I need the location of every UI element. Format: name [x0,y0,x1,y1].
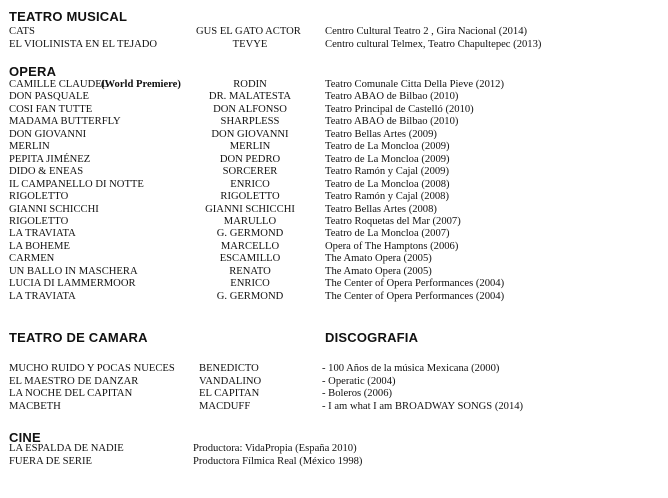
role: DON ALFONSO [213,103,287,115]
work-title: DON PASQUALE [9,91,89,103]
role: DON PEDRO [219,153,281,165]
venue: The Center of Opera Performances (2004) [325,290,505,302]
section-title-discografia: DISCOGRAFIA [325,330,419,345]
opera-row [0,291,668,303]
role: ENRICO [230,278,270,290]
venue: The Center of Opera Performances (2004) [325,278,505,290]
work-title: UN BALLO IN MASCHERA [9,265,138,277]
premiere-note: (World Premiere) [101,79,181,90]
work-title: LA BOHEME [9,240,70,252]
work-title: MADAMA BUTTERFLY [9,116,121,128]
role: G. GERMOND [216,228,284,240]
opera-row [0,104,668,116]
venue: Teatro Bellas Artes (2008) [325,203,437,215]
work-title: COSI FAN TUTTE [9,103,93,115]
work-title: RIGOLETTO [9,191,69,203]
venue: Teatro de La Moncloa (2009) [325,153,450,165]
work-title: LA TRAVIATA [9,290,76,302]
role: MARULLO [223,215,277,227]
work-title: DON GIOVANNI [9,128,87,140]
opera-row [0,179,668,191]
work-title: LA NOCHE DEL CAPITAN [9,388,133,399]
opera-row [0,253,668,265]
opera-row [0,141,668,153]
film-title: LA ESPALDA DE NADIE [9,443,124,454]
discography-item: - I am what I am BROADWAY SONGS (2014) [322,400,524,412]
role: DON GIOVANNI [211,128,289,140]
film-title: FUERA DE SERIE [9,455,92,467]
venue: Teatro Principal de Castelló (2010) [325,103,474,115]
camara-row [0,376,668,388]
opera-row [0,191,668,203]
work-title: PEPITA JIMÉNEZ [9,153,91,165]
producer: Productora: VidaPropia (España 2010) [193,443,357,454]
camara-row [0,388,668,400]
work-title: IL CAMPANELLO DI NOTTE [9,178,144,190]
role: RIGOLETTO [220,191,280,203]
role: MERLIN [229,141,271,153]
role: RENATO [229,265,271,277]
opera-row [0,278,668,290]
work-title: MERLIN [9,141,50,153]
cine-row [0,443,668,455]
venue: Centro cultural Telmex, Teatro Chapultepec (2013) [325,38,542,50]
venue: Teatro ABAO de Bilbao (2010) [325,91,459,103]
role: MARCELLO [220,240,280,252]
discography-item: - Boleros (2006) [322,388,393,399]
role: TEVYE [232,38,268,50]
role: GUS EL GATO ACTOR [196,26,301,37]
venue: Centro Cultural Teatro 2 , Gira Nacional (2014) [325,26,528,37]
work-title: MACBETH [9,400,61,412]
role: SHARPLESS [220,116,280,128]
venue: Opera of The Hamptons (2006) [325,240,459,252]
camara-row [0,363,668,375]
opera-row [0,216,668,228]
discography-item: - Operatic (2004) [322,375,396,387]
role: SORCERER [222,166,278,178]
opera-row [0,154,668,166]
camara-row [0,401,668,413]
opera-row [0,166,668,178]
opera-row [0,91,668,103]
venue: Teatro de La Moncloa (2007) [325,228,450,240]
venue: Teatro Bellas Artes (2009) [325,128,437,140]
cine-row [0,456,668,468]
venue: Teatro ABAO de Bilbao (2010) [325,116,459,128]
work-title: CARMEN [9,253,55,265]
work-title: MUCHO RUIDO Y POCAS NUECES [9,363,175,374]
section-title-teatro-camara: TEATRO DE CAMARA [9,330,148,345]
role: G. GERMOND [216,290,284,302]
opera-row [0,129,668,141]
section-title-teatro-musical: TEATRO MUSICAL [9,9,128,24]
venue: Teatro Ramón y Cajal (2009) [325,166,449,178]
work-title: DIDO & ENEAS [9,166,84,178]
role: RODIN [233,79,267,90]
role: EL CAPITAN [199,388,260,399]
role: BENEDICTO [199,363,259,374]
venue: Teatro Comunale Citta Della Pieve (2012) [325,79,505,90]
work-title: CATS [9,26,35,37]
role: MACDUFF [199,400,251,412]
work-title: EL MAESTRO DE DANZAR [9,375,139,387]
work-title: RIGOLETTO [9,215,69,227]
opera-row [0,116,668,128]
work-title: LUCIA DI LAMMERMOOR [9,278,136,290]
opera-row [0,79,668,91]
role: DR. MALATESTA [208,91,292,103]
producer: Productora Fílmica Real (México 1998) [193,455,363,467]
venue: The Amato Opera (2005) [325,265,432,277]
role: ESCAMILLO [219,253,281,265]
role: GIANNI SCHICCHI [205,203,295,215]
musical-row [0,26,668,38]
venue: Teatro Roquetas del Mar (2007) [325,215,461,227]
venue: Teatro de La Moncloa (2008) [325,178,450,190]
section-title-cine: CINE [9,430,41,445]
role: VANDALINO [199,375,262,387]
venue: Teatro de La Moncloa (2009) [325,141,450,153]
work-title: CAMILLE CLAUDEL [9,79,109,90]
venue: The Amato Opera (2005) [325,253,432,265]
section-title-opera: OPERA [9,64,57,79]
opera-row [0,266,668,278]
opera-row [0,228,668,240]
work-title: GIANNI SCHICCHI [9,203,99,215]
work-title: EL VIOLINISTA EN EL TEJADO [9,38,158,50]
work-title: LA TRAVIATA [9,228,76,240]
venue: Teatro Ramón y Cajal (2008) [325,191,449,203]
role: ENRICO [230,178,270,190]
musical-row [0,39,668,51]
discography-item: - 100 Años de la música Mexicana (2000) [322,363,500,374]
opera-row [0,204,668,216]
opera-row [0,241,668,253]
